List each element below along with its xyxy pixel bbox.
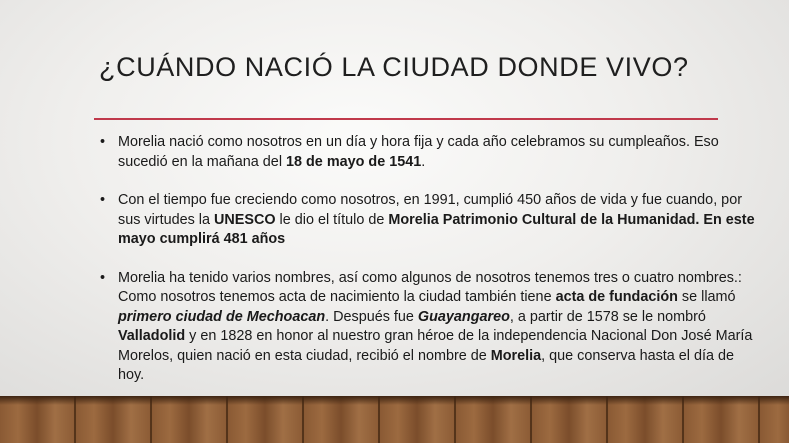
bold-italic-text: primero ciudad de Mechoacan [118, 308, 326, 325]
text: . Después fue [325, 308, 418, 325]
title-divider [94, 118, 718, 120]
text: Con el tiempo fue creciendo como nosotros, en 1991, cumplió 450 años de vida y fue cuando, por sus virtudes la [118, 192, 742, 228]
text: se llamó [677, 289, 736, 305]
text: , a partir de 1578 se le nombró [509, 308, 706, 325]
text: . [421, 153, 426, 170]
bullet-icon: • [100, 134, 106, 150]
bullet-icon: • [100, 192, 106, 208]
bold-text: 18 de mayo de 1541 [286, 153, 422, 170]
slide-title: ¿CUÁNDO NACIÓ LA CIUDAD DONDE VIVO? [99, 52, 689, 82]
bold-italic-text: Guayangareo [417, 308, 510, 325]
text: le dio el título de [275, 211, 389, 228]
text: Morelia nació como nosotros en un día y hora fija y cada año celebramos su cumpleaños. Eso sucedió en la mañana del [118, 134, 719, 170]
bold-text: UNESCO [213, 211, 276, 228]
text: Morelia ha tenido varios nombres, así como algunos de nosotros tenemos tres o cuatro nombres.: Como nosotros tenemos acta de nacimiento la ciudad también tiene [118, 269, 742, 305]
bold-text: acta de fundación [555, 289, 678, 305]
text: y en 1828 en honor al nuestro gran héroe de la independencia Nacional Don José María Morelos, quien nació en esta ciudad, recibió el nombre de [118, 328, 753, 364]
bullet-item-birth [98, 133, 758, 172]
bold-text: Morelia [490, 347, 542, 364]
slide-body [98, 128, 758, 386]
bold-text: Valladolid [118, 328, 186, 344]
bullet-item-names [98, 269, 758, 386]
bold-text: Morelia Patrimonio Cultural de la Humanidad. En este mayo cumplirá 481 años [118, 211, 755, 247]
wood-floor-decoration [0, 396, 789, 443]
bullet-icon: • [100, 269, 106, 286]
text: , que conserva hasta el día de hoy. [118, 347, 734, 383]
bullet-item-unesco [98, 191, 758, 250]
